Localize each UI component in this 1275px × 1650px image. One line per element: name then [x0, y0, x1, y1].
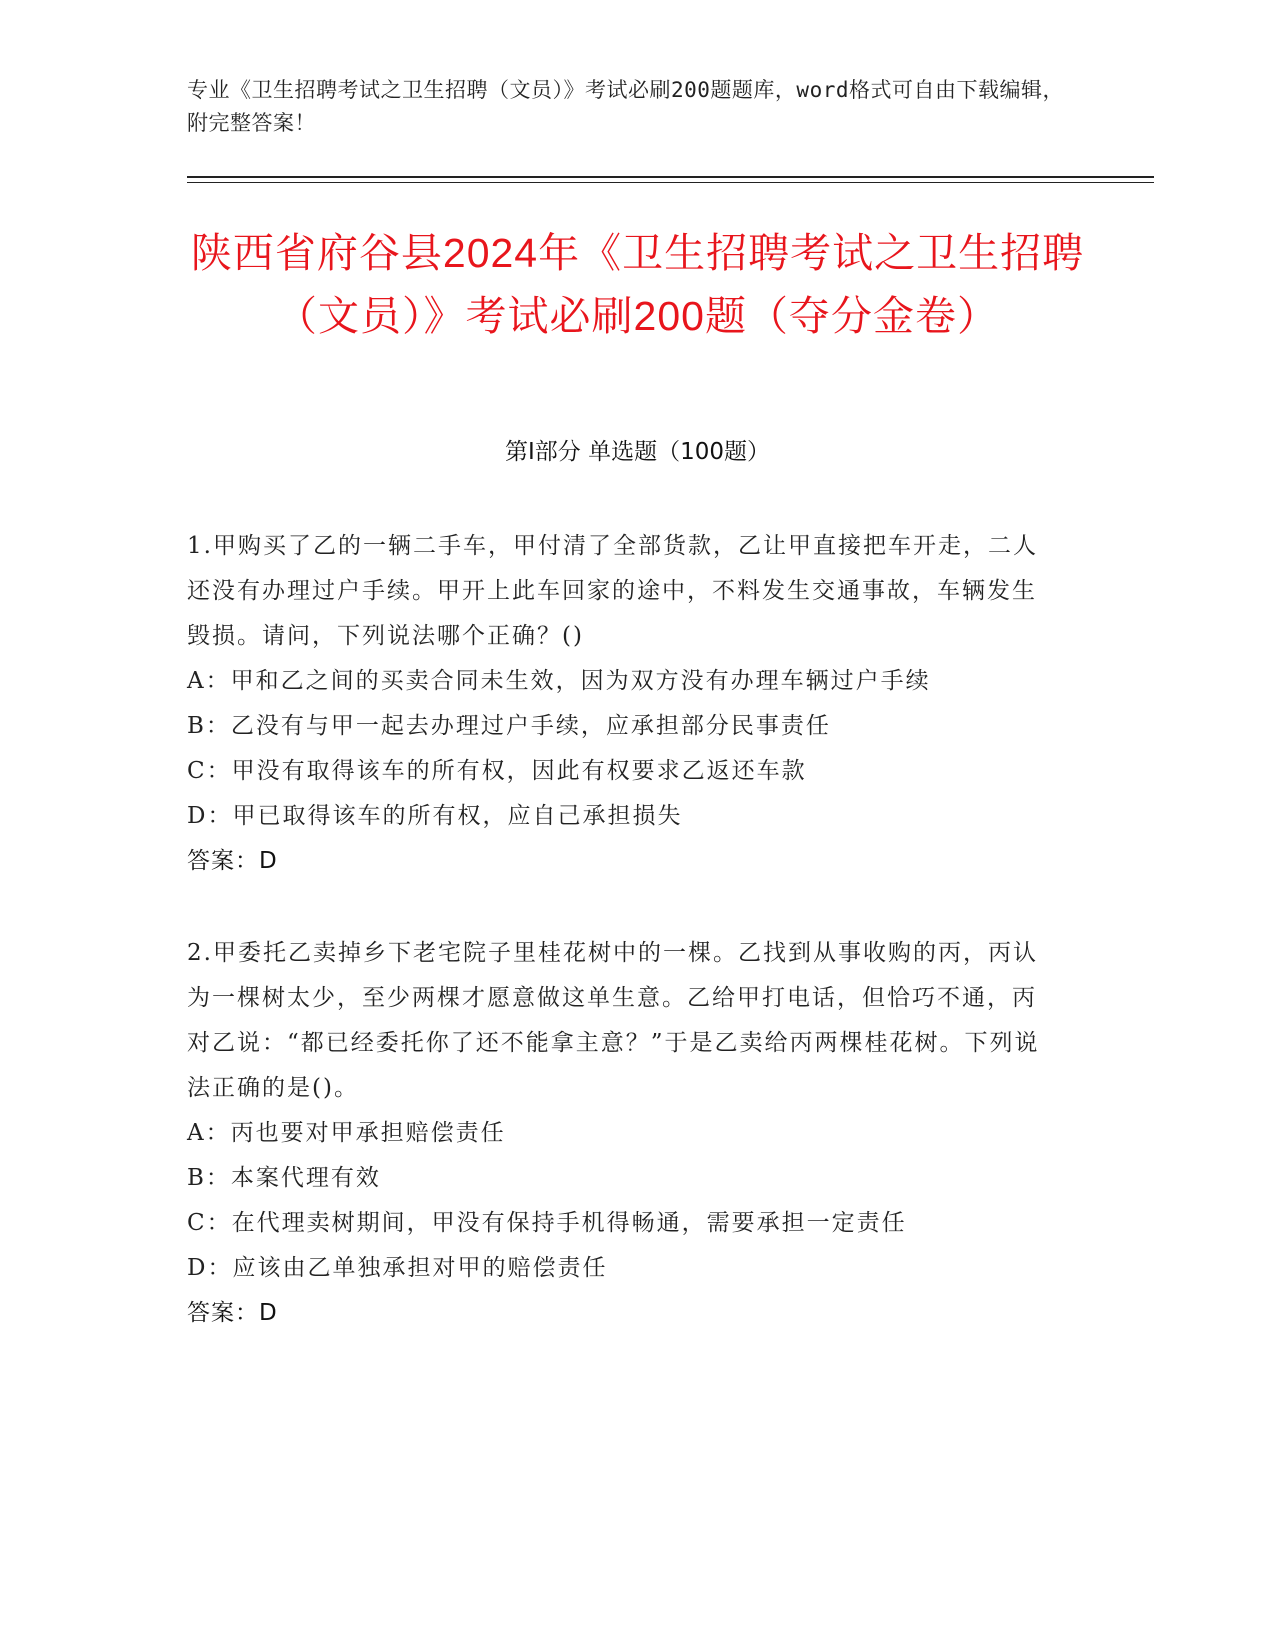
question-stem: 2.甲委托乙卖掉乡下老宅院子里桂花树中的一棵。乙找到从事收购的丙，丙认为一棵树太少，至少两棵才愿意做这单生意。乙给甲打电话，但恰巧不通，丙对乙说：“都已经委托你了还不能拿主意？”于是乙卖给丙两棵桂花树。下列说法正确的是()。 [187, 940, 1040, 1101]
option-a: A：丙也要对甲承担赔偿责任 [187, 1120, 506, 1146]
header-divider-thick [187, 176, 1154, 178]
option-b: B：乙没有与甲一起去办理过户手续，应承担部分民事责任 [187, 713, 831, 739]
answer-line: 答案：D [187, 1300, 278, 1326]
option-c: C：在代理卖树期间，甲没有保持手机得畅通，需要承担一定责任 [187, 1210, 907, 1236]
question-block [187, 931, 1047, 1336]
option-d: D：甲已取得该车的所有权，应自己承担损失 [187, 803, 683, 829]
question-block [187, 524, 1047, 884]
answer-line: 答案：D [187, 848, 278, 874]
header-divider-thin [187, 182, 1154, 183]
header-note: 专业《卫生招聘考试之卫生招聘（文员）》考试必刷200题题库，word格式可自由下载编辑，附完整答案！ [187, 78, 1064, 135]
option-b: B：本案代理有效 [187, 1165, 381, 1191]
option-a: A：甲和乙之间的买卖合同未生效，因为双方没有办理车辆过户手续 [187, 668, 931, 694]
question-stem: 1.甲购买了乙的一辆二手车，甲付清了全部货款，乙让甲直接把车开走，二人还没有办理过户手续。甲开上此车回家的途中，不料发生交通事故，车辆发生毁损。请问，下列说法哪个正确？() [187, 533, 1038, 649]
document-title: 陕西省府谷县2024年《卫生招聘考试之卫生招聘（文员）》考试必刷200题（夺分金卷） [190, 230, 1085, 339]
option-c: C：甲没有取得该车的所有权，因此有权要求乙返还车款 [187, 758, 807, 784]
section-heading: 第Ⅰ部分 单选题（100题） [505, 439, 770, 465]
option-d: D：应该由乙单独承担对甲的赔偿责任 [187, 1255, 608, 1281]
